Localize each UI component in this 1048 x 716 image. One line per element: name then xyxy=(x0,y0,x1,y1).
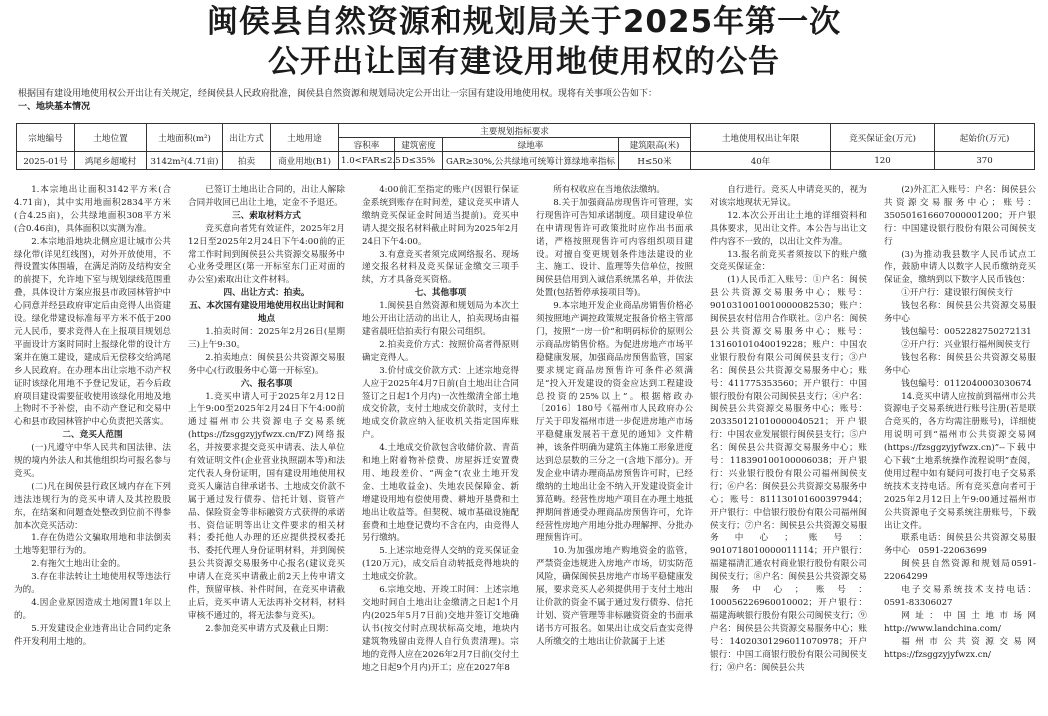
paragraph: 已签订土地出让合同的，出让人解除合同并收回已出让土地，定金不予退还。 xyxy=(188,185,345,208)
paragraph: 2.本宗地沿地块北侧应退让城市公共绿化带(详见红线图)，对外开放使用，不得设置实体围墙，在满足消防及结构安全的前提下，允许地下室与规划绿线范围重叠，具体设计方案应报县市政园林管护中心同意并经县政府审定后由竞得人出资建设。绿化带建设标准每平方米不低于200元人民币，要求竞得人在上报项目规划总平面设计方案时同时上报绿化带的设计方案并在施工建设，建成后无偿移交给鸿尾乡人民政府。在办理本出让宗地不动产权证时该绿化用地不予登记发证，若今后政府项目建设需要征收使用该绿化用地及地上物时不予补偿，由不动产登记和交易中心和县市政园林管护中心负责把关落实。 xyxy=(14,236,171,428)
cell-green: GAR≥30%,公共绿地可统筹计算绿地率指标 xyxy=(443,152,619,170)
paragraph: (3)为推动我县数字人民币试点工作，鼓励申请人以数字人民币缴纳竞买保证金，缴纳到以下数字人民币钱包： xyxy=(884,249,1036,286)
header-height: 建筑限高(米) xyxy=(619,138,691,152)
paragraph: 三、索取材料方式 xyxy=(232,210,301,221)
header-deposit: 竞买保证金(万元) xyxy=(831,124,935,152)
paragraph: 七、其他事项 xyxy=(414,288,467,299)
paragraph: 4.土地成交价款包含收储价款、青苗和地上附着物补偿费、房屋拆迁安置费用、地段差价、“两金”(农业土地开发金、土地收益金)、失地农民保障金、新增建设用地有偿使用费、耕地开垦费和土地出让收益等。但契税、城市基础设施配套费和土地登记费均不含在内，由竞得人另行缴纳。 xyxy=(362,443,519,544)
paragraph: 五、本次国有建设用地使用权出让时间和地点 xyxy=(189,301,344,325)
header-density: 建筑密度 xyxy=(395,138,443,152)
paragraph: 5.开发建设企业违背出让合同约定条件开发利用土地的。 xyxy=(14,623,171,647)
paragraph: 联系电话：闽侯县公共资源交易服务中心 0591-22063699 xyxy=(884,533,1036,557)
paragraph: 福州市公共资源交易网 https://fzsggzyjyfwzx.cn/ xyxy=(884,636,1036,660)
paragraph: 四、出让方式：拍卖。 xyxy=(223,288,310,299)
paragraph: 竞买意向者凭有效证件，2025年2月12日至2025年2月24日下午4:00前的正常工作时间到闽侯县公共资源交易服务中心业务受理区(第一开标室东门正对面的办公室)索取出让文件材料。 xyxy=(188,223,345,286)
paragraph: 2.参加竞买申请方式及截止日期： xyxy=(205,623,334,634)
header-area: 土地面积(m²) xyxy=(147,124,223,152)
header-method: 出让方式 xyxy=(223,124,271,152)
paragraph: 13.报名前竞买者须按以下的账户缴交竞买保证金： xyxy=(710,249,867,273)
header-term: 土地使用权出让年限 xyxy=(691,124,831,152)
announcement-title xyxy=(0,2,1048,82)
cell-method: 拍卖 xyxy=(223,152,271,170)
paragraph: 网址：中国土地市场网http://www.landchina.com/ xyxy=(884,610,1036,634)
header-far: 容积率 xyxy=(339,138,395,152)
paragraph: 3.价付成交价款方式：上述宗地竞得人应于2025年4月7日前(自土地出让合同签订之日起1个月内)一次性缴清全部土地成交价款，支付土地成交价款时，支付土地成交价款应纳入征收机关指定国库账户。 xyxy=(362,365,519,441)
paragraph: 3.存在非法转让土地使用权等违法行为的。 xyxy=(14,572,171,596)
paragraph: 4:00前汇至指定的账户(因银行保证金系统到账存在时间差，建议竞买申请人缴纳竞买保证金时间适当提前)。竞买申请人提交报名材料截止时间为2025年2月24日下午4:00。 xyxy=(362,185,519,247)
title-line-2: 公开出让国有建设用地使用权的公告 xyxy=(268,44,780,80)
header-indicators: 主要规划指标要求 xyxy=(339,124,691,138)
paragraph: ②开户行：兴业银行福州闽侯支行 xyxy=(901,339,1031,350)
table-row xyxy=(17,152,1035,170)
paragraph: 10.为加强房地产购地资金的监管，严禁资金违规进入房地产市场，切实防范风险，确保闽侯县房地产市场平稳健康发展，要求竞买人必须提供用于支付土地出让价款的资金不属于通过发行债券、信托计划、资产管理等非标融资资金的书面承诺书方可报名。如果出让成交后查实竞得人所缴交的土地出让价款属于上述 xyxy=(536,546,693,647)
paragraph: 6.宗地交地、开竣工时间：上述宗地交地时间自土地出让金缴清之日起1个月内(2025年5月7日前)交地并签订交地确认书(按交付时点现状标高交地，地块内建筑物残留由竞得人自行负责清理)。宗地的竞得人应在2026年2月7日前(交付土地之日起9个月内)开工；应在2027年8 xyxy=(362,585,519,673)
cell-height: H≤50米 xyxy=(619,152,691,170)
paragraph: 钱包编号：0052282750272131 xyxy=(901,326,1032,337)
paragraph: 5.上述宗地竞得人交纳的竞买保证金(120万元)，成交后自动转抵竞得地块的土地成交价款。 xyxy=(362,546,519,583)
section-heading-land-info: 一、地块基本情况 xyxy=(18,102,91,112)
paragraph: 钱包名称：闽侯县公共资源交易服务中心 xyxy=(884,352,1036,376)
paragraph: (一)凡遵守中华人民共和国法律、法规的境内外法人和其他组织均可报名参与竞买。 xyxy=(14,443,171,479)
paragraph: 所有权收应在当地依法缴纳。 xyxy=(553,185,665,195)
paragraph: ①开户行：建设银行闽侯支行 xyxy=(901,288,1013,299)
paragraph: 14.竞买申请人应按前到福州市公共资源电子交易系统进行账号注册(若是联合竞买的，各方均需注册账号)，详细使用说明可到“福州市公共资源交易网(https://fzsggzyjyfwzx.cn)”--下载中心下载“土地系统操作流程说明”查阅，使用过程中如有疑问可拨打电子交易系统技术支持电话。所有竞买意向者可于2025年2月12日上午9:00通过福州市公共资源电子交易系统注册账号，下载出让文件。 xyxy=(884,391,1036,531)
paragraph: 3.有意竞买者须完成网络报名、现场递交报名材料及竞买保证金缴交三项手续，方才具备竞买资格。 xyxy=(362,249,519,286)
column-4 xyxy=(536,184,693,716)
paragraph: (二)凡在闽侯县行政区域内存在下列违法违规行为的竞买申请人及其控股股东，在结案和问题查处整改到位前不得参加本次竞买活动： xyxy=(14,481,171,531)
paragraph: 六、报名事项 xyxy=(240,378,293,389)
paragraph: 2.拍卖竞价方式：按照价高者得原则确定竞得人。 xyxy=(362,339,519,363)
title-line-1: 闽侯县自然资源和规划局关于2025年第一次 xyxy=(206,4,842,40)
land-info-table xyxy=(16,123,1035,170)
cell-term: 40年 xyxy=(691,152,831,170)
paragraph: 1.竞买申请人可于2025年2月12日上午9:00至2025年2月24日下午4:00前通过福州市公共资源电子交易系统(https://fzsggzyjyfwzx.cn/FZ)网络报名，并按要求提交竞买申请表、法人单位有效证明文件(企业营业执照副本等)和法定代表人身份证明，国有建设用地使用权竞买人廉洁自律承诺书、土地成交价款不属于通过发行债券、信托计划、资管产品、保险资金等非标融资方式获得的承诺书、资信证明等出让文件要求的相关材料；委托他人办理的还应提供授权委托书、委托代理人身份证明材料，并到闽侯县公共资源交易服务中心报名(建议竞买申请人在竞买申请截止前2天上传申请文件，预留审核、补件时间，在竞买申请截止后，竞买申请人无法再补交材料，材料审核不通过的，将无法参与竞买)。 xyxy=(188,391,345,621)
cell-deposit: 120 xyxy=(831,152,935,170)
paragraph: 电子交易系统技术支持电话：0591-83306027 xyxy=(884,585,1036,608)
paragraph: (2)外汇汇入账号：户名：闽侯县公共资源交易服务中心；账号：350501616607000001200；开户银行：中国建设银行股份有限公司闽侯支行 xyxy=(884,185,1036,247)
paragraph: 闽侯县自然资源和规划局0591-22064299 xyxy=(884,559,1036,583)
body-columns xyxy=(14,184,1036,716)
header-code: 宗地编号 xyxy=(17,124,75,152)
cell-code: 2025-01号 xyxy=(17,152,75,170)
paragraph: 8.关于加强商品房现售许可管理，实行现售许可告知承诺制度。项目建设单位在申请现售许可政策批时应作出书面承诺，严格按照现售许可内容组织项目建设。对擅自变更规划条件违法建设的业主、施工、设计、监理等失信单位，按照闽侯县信用到入诚信系统黑名单，并依法处置(包括暂停承接项目等)。 xyxy=(536,197,693,299)
paragraph: 12.本次公开出让土地的详细资料和具体要求，见出让文件。本公告与出让文件内容不一致的，以出让文件为准。 xyxy=(710,210,867,247)
cell-location: 鸿尾乡超墘村 xyxy=(75,152,147,170)
header-green: 绿地率 xyxy=(443,138,619,152)
column-5 xyxy=(710,184,867,716)
paragraph: 1.本宗地出让面积3142平方米(合4.71亩)，其中实用地面积2834平方米(合4.25亩)，公共绿地面积308平方米(合0.46亩)，具体面积以实测为准。 xyxy=(14,185,171,234)
paragraph: 钱包名称：闽侯县公共资源交易服务中心 xyxy=(884,301,1036,325)
paragraph: 1.闽侯县自然资源和规划局为本次土地公开出让活动的出让人，拍卖现场由福建省晨旺信拍卖行有限公司组织。 xyxy=(362,301,519,337)
column-2 xyxy=(188,184,345,716)
cell-start-price: 370 xyxy=(935,152,1035,170)
column-1 xyxy=(14,184,171,716)
header-start-price: 起始价(万元) xyxy=(935,124,1035,152)
paragraph: 4.因企业原因造成土地闲置1年以上的。 xyxy=(14,598,171,621)
cell-far: 1.0<FAR≤2.5 xyxy=(339,152,395,170)
paragraph: 2.拍卖地点：闽侯县公共资源交易服务中心(行政服务中心第一开标室)。 xyxy=(188,352,345,376)
paragraph: 9.本宗地开发企业商品房销售价格必须按照地产调控政策规定报备价格主管部门，按照“一房一价”和明码标价的原则公示商品房销售价格。为促进房地产市场平稳健康发展，加强商品房预售监管，国家要求规定商品房预售许可条件必须满足“投入开发建设的资金应达到工程建设总投资的25%以上”。根据榕政办〔2016〕180号《福州市人民政府办公厅关于印发福州市进一步促进房地产市场平稳健康发展若干意见的通知》文件精神，该条件明确为建筑主体施工形象进度达到总层数的三分之一(含地下部分)。开发企业申请办理商品房预售许可时，已经缴纳的土地出让金不纳入开发建设资金计算范畴。经营性房地产项目在办理土地抵押期间普通受办理商品房预售许可，允许经营性房地产用地分批办理解押、分批办理预售许可。 xyxy=(536,301,693,544)
column-3 xyxy=(362,184,519,716)
paragraph: 钱包编号：0112040003030674 xyxy=(901,378,1032,389)
cell-density: D≤35% xyxy=(395,152,443,170)
header-use: 土地用途 xyxy=(271,124,339,152)
cell-use: 商业用地(B1) xyxy=(271,152,339,170)
paragraph: 自行进行。竞买人申请竞买的，视为对该宗地现状无异议。 xyxy=(710,185,867,208)
paragraph: 1.存在伪造公文骗取用地和非法倒卖土地等犯罪行为的。 xyxy=(14,533,171,557)
intro-paragraph: 根据国有建设用地使用权公开出让有关规定，经闽侯县人民政府批准，闽侯县自然资源和规划局决定公开出让一宗国有建设用地使用权。现将有关事项公告如下： xyxy=(18,89,658,99)
cell-area: 3142m²(4.71亩) xyxy=(147,152,223,170)
header-location: 土地位置 xyxy=(75,124,147,152)
column-6 xyxy=(884,184,1036,716)
paragraph: (1)人民币汇入账号：①户名：闽侯县公共资源交易服务中心；账号：9010310010010000082530；账户：闽侯县农村信用合作联社。②户名：闽侯县公共资源交易服务中心；账号：13160101040019228；账户：中国农业银行股份有限公司闽侯县支行；③户名：闽侯县公共资源交易服务中心；账号：411775353560；开户银行：中国银行股份有限公司闽侯县支行；④户名：闽侯县公共资源交易服务中心；账号：203350121010000040521；开户银行：中国农业发展银行闽侯县支行；⑤户名：闽侯县公共资源交易服务中心；账号：118390100100006038；开户银行：兴业银行股份有限公司福州闽侯支行；⑥户名：闽侯县公共资源交易服务中心；账号：811130101600397944；开户银行：中信银行股份有限公司福州闽侯支行；⑦户名：闽侯县公共资源交易服务中心；账号：9010718010000011114；开户银行：福建福清汇通农村商业银行股份有限公司闽侯支行；⑧户名：闽侯县公共资源交易服务中心；账号：100056226960010002；开户银行：福建海峡银行股份有限公司闽侯支行；⑨户名：闽侯县公共资源交易服务中心；账号：14020301296011070978；开户银行：中国工商银行股份有限公司闽侯支行；⑩户名：闽侯县公共 xyxy=(710,275,867,673)
paragraph: 二、竞买人范围 xyxy=(62,430,123,441)
paragraph: 1.拍卖时间：2025年2月26日(星期三)上午9:30。 xyxy=(188,326,345,350)
paragraph: 2.有拖欠土地出让金的。 xyxy=(31,559,126,570)
